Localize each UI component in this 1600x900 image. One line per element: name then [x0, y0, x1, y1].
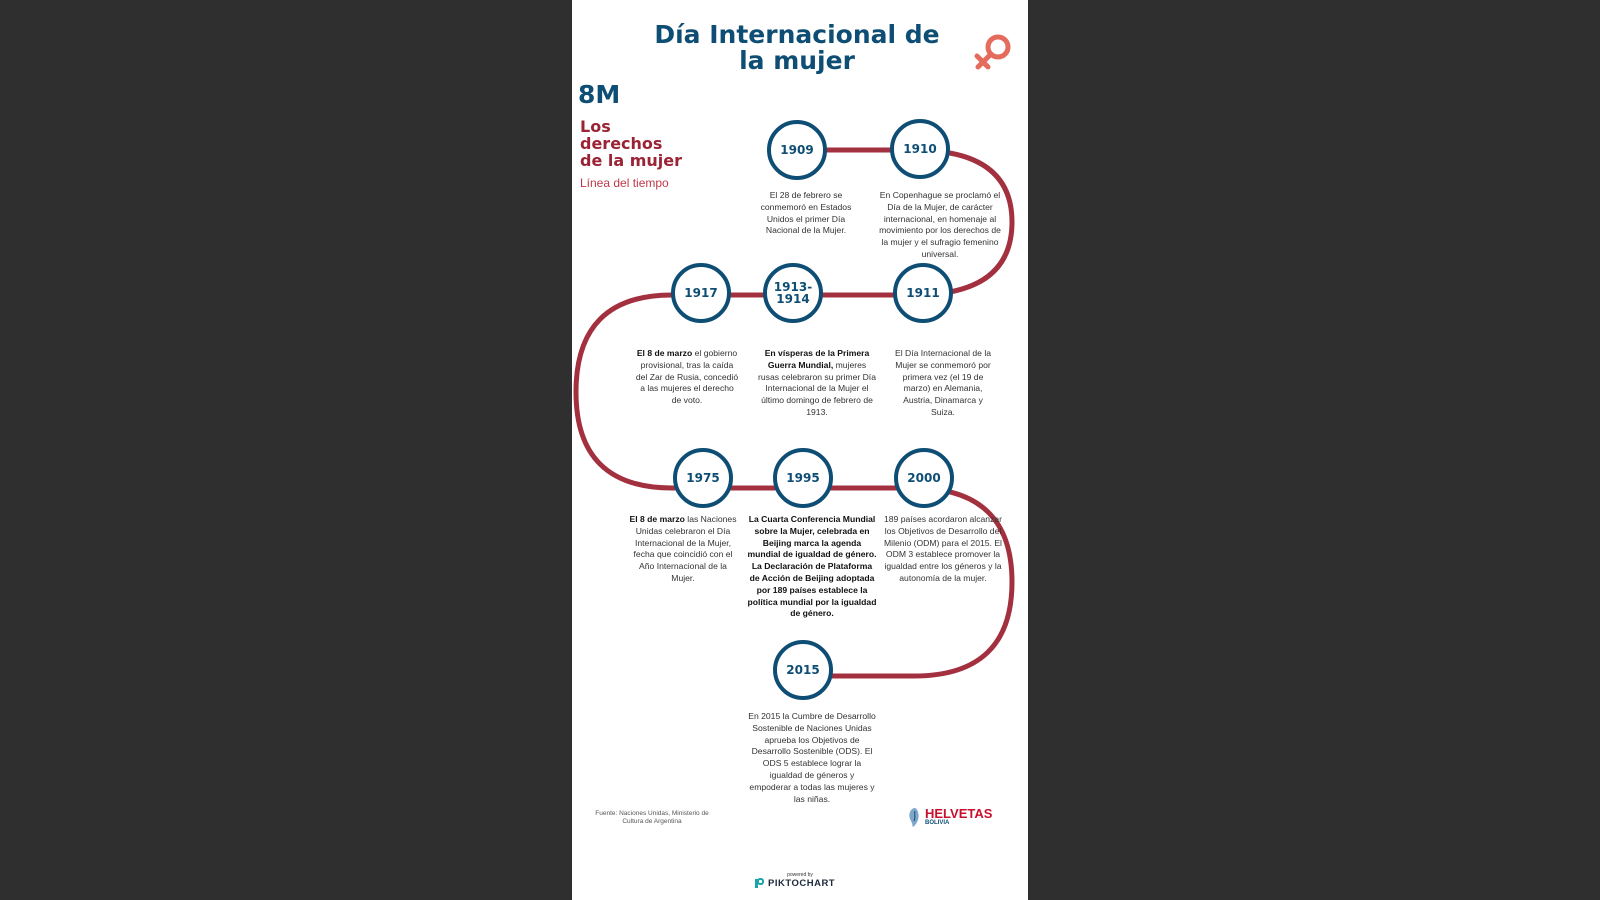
year-1913-1914-circle — [763, 263, 823, 323]
event-1913-description: En vísperas de la Primera Guerra Mundial, mujeres rusas celebraron su primer Día Internacional de la Mujer el último domingo de febrero de 1913. — [758, 348, 876, 417]
powered-by: powered by — [787, 872, 813, 878]
year-label: 1917 — [684, 286, 718, 300]
year-label: 1909 — [780, 143, 814, 157]
subtitle — [580, 118, 710, 169]
year-1917-circle — [671, 263, 731, 323]
helvetas-globe-icon — [906, 806, 922, 828]
brand-sub: BOLIVIA — [925, 820, 950, 826]
source-note: Fuente: Naciones Unidas, Ministerio de Cultura de Argentina — [595, 810, 709, 825]
year-1975-circle — [673, 448, 733, 508]
year-label: 1911 — [906, 286, 940, 300]
title-line-1: Día Internacional de — [654, 20, 940, 49]
platform-name: PIKTOCHART — [768, 878, 836, 889]
event-1909-description: El 28 de febrero se conmemoró en Estados Unidos el primer Día Nacional de la Mujer. — [760, 190, 852, 236]
year-1909-circle — [767, 120, 827, 180]
page-title — [632, 22, 962, 74]
helvetas-logo — [906, 806, 992, 828]
year-label: 1975 — [686, 471, 720, 485]
event-1910-description: En Copenhague se proclamó el Día de la Mujer, de carácter internacional, en homenaje al movimiento por los derechos de la mujer y el sufragio femenino universal. — [879, 190, 1001, 259]
title-line-2: la mujer — [739, 46, 855, 75]
year-label: 1913- 1914 — [773, 280, 813, 306]
year-label: 1910 — [903, 142, 937, 156]
event-1917-description: El 8 de marzo el gobierno provisional, tras la caída del Zar de Rusia, concedió a las mujeres el derecho de voto. — [635, 348, 739, 406]
brand-name: HELVETAS — [925, 806, 993, 821]
event-2000-description: 189 países acordaron alcanzar los Objetivos de Desarrollo del Milenio (ODM) para el 2015. El ODM 3 establece promover la igualdad entre los géneros y la autonomía de la mujer. — [884, 514, 1003, 583]
venus-icon — [972, 30, 1016, 74]
year-1910-circle — [890, 119, 950, 179]
subtitle-line-2: derechos — [580, 134, 663, 153]
event-1975-description: El 8 de marzo las Naciones Unidas celebraron el Día Internacional de la Mujer, fecha que coincidió con el Año Internacional de la Mujer. — [629, 514, 737, 583]
tag-8m: 8M — [578, 80, 621, 109]
piktochart-icon — [754, 878, 765, 889]
year-label: 1995 — [786, 471, 820, 485]
piktochart-logo[interactable] — [754, 878, 835, 889]
subtitle-line-1: Los — [580, 117, 611, 136]
event-1995-description: La Cuarta Conferencia Mundial sobre la Mujer, celebrada en Beijing marca la agenda mundial de igualdad de género. La Declaración de Plataforma de Acción de Beijing adoptada por 189 países establece la política mundial por la igualdad de género. — [747, 514, 877, 619]
subtitle-line-3: de la mujer — [580, 151, 683, 170]
year-2000-circle — [894, 448, 954, 508]
year-label: 2015 — [786, 663, 820, 677]
year-label: 2000 — [907, 471, 941, 485]
infographic-sheet — [572, 0, 1028, 900]
year-2015-circle — [773, 640, 833, 700]
year-1995-circle — [773, 448, 833, 508]
event-2015-description: En 2015 la Cumbre de Desarrollo Sostenible de Naciones Unidas aprueba los Objetivos de Desarrollo Sostenible (ODS). El ODS 5 establece lograr la igualdad de géneros y empoderar a todas las mujeres y las niñas. — [748, 711, 876, 804]
timeline-tagline: Línea del tiempo — [580, 176, 669, 190]
event-1911-description: El Día Internacional de la Mujer se conmemoró por primera vez (el 19 de marzo) en Alemania, Austria, Dinamarca y Suiza. — [894, 348, 992, 417]
year-1911-circle — [893, 263, 953, 323]
